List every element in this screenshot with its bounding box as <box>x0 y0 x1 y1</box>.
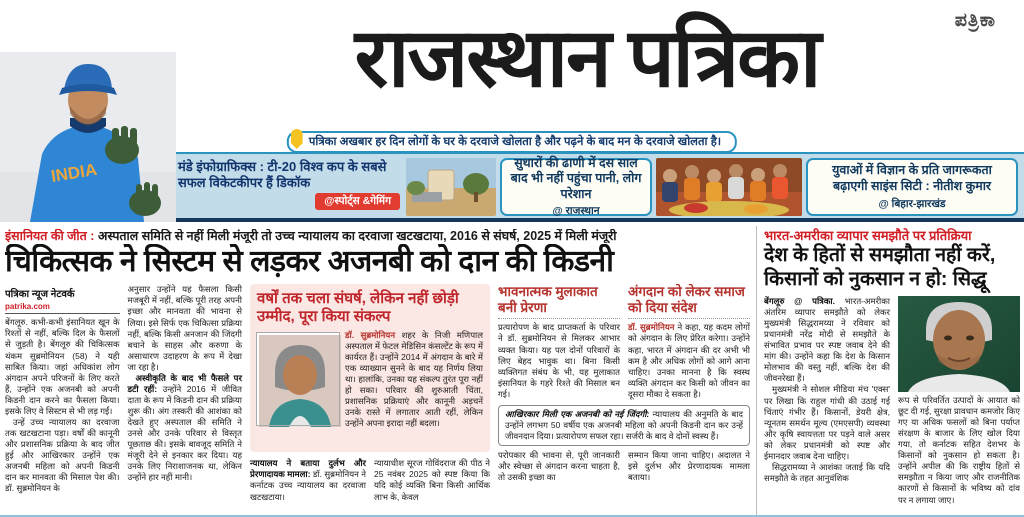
paragraph: सम्मान किया जाना चाहिए। अदालत ने इसे दुर्लभ और प्रेरणादायक मामला बताया। <box>628 449 750 482</box>
sub-story-heading: अंगदान को लेकर समाज को दिया संदेश <box>628 284 750 319</box>
paragraph: सिद्धरामय्या ने आशंका जताई कि यदि समझौते के तहत आनुवंशिक <box>764 461 890 483</box>
continuation-paragraphs <box>498 450 750 483</box>
highlight-box-text: शहर के निजी मणिपाल अस्पताल में फेटल मेडिसिन कंसल्टेंट के रूप में कार्यरत हैं। उन्होंने 2014 में अंगदान के बारे में एक व्याख्यान सुनने के बाद यह निर्णय लिया था। हालांकि, उनका यह संकल्प तुरंत पूरा नहीं हो सका। परिवार की शुरुआती चिंता, प्रशासनिक प्रक्रियाएं और कानूनी अड़चनें उनके रास्ते में लगातार आती रहीं, लेकिन उन्होंने अपना इरादा नहीं बदला। <box>345 329 483 429</box>
paragraph <box>628 322 750 399</box>
dateline: बेंगलूरु @ पत्रिका. <box>764 296 835 307</box>
sub-story-meeting <box>498 284 620 399</box>
svg-text:INDIA: INDIA <box>49 159 99 186</box>
side-article-columns <box>764 296 1020 517</box>
articles-zone <box>0 226 1024 517</box>
doctor-photo <box>257 333 339 425</box>
paragraph <box>128 373 243 483</box>
note-box <box>498 405 750 446</box>
paragraph: प्रत्यारोपण के बाद प्राप्तकर्ता के परिवार ने डॉ. सुब्रमोनियन से मिलकर आभार व्यक्त किया। यह पल दोनों परिवारों के लिए बेहद भावुक था। बिना किसी व्यक्तिगत संबंध के भी, यह मुलाकात इंसानियत के गहरे रिश्ते की मिसाल बन गई। <box>498 322 620 399</box>
teaser-bihar-tag: @ बिहार-झारखंड <box>878 197 946 210</box>
teaser-rajasthan[interactable] <box>500 155 652 218</box>
sub-story-message <box>628 284 750 399</box>
inline-subhead: न्यायालय ने बताया दुर्लभ और प्रेरणादायक मामला: <box>250 458 366 480</box>
highlight-box <box>250 284 490 452</box>
main-headline: चिकित्सक ने सिस्टम से लड़कर अजनबी को दान की किडनी <box>5 245 614 279</box>
byline: पत्रिका न्यूज नेटवर्क <box>5 289 75 301</box>
sub-story-heading: भावनात्मक मुलाकात बनी प्रेरणा <box>498 284 620 319</box>
main-article[interactable] <box>0 226 756 517</box>
note-lead: आखिरकार मिली एक अजनबी को नई जिंदगी: <box>505 408 650 419</box>
chief-minister-photo <box>898 296 1020 392</box>
column-2 <box>128 284 243 506</box>
note-text: न्यायालय की अनुमति के बाद उन्होंने लगभग 50 वर्षीय एक अजनबी महिला को अपनी किडनी दान कर उन्हें जीवनदान दिया। प्रत्यारोपण सफल रहा। सर्जरी के बाद वे दोनों स्वस्थ हैं। <box>505 408 743 441</box>
teaser-bihar-text: युवाओं में विज्ञान के प्रति जागरूकता बढ़ाएगी साइंस सिटी : नीतीश कुमार <box>832 163 992 193</box>
paragraph <box>250 458 366 502</box>
paragraph: रूप से परिवर्तित उत्पादों के आयात को छूट दी गई, सुरक्षा प्रावधान कमजोर किए गए या अधिक फसलों को बिना पर्याप्त संरक्षण के बाजार के लिए खोल दिया गया, तो कर्नाटक सहित देशभर के किसानों को नुकसान हो सकता है। उन्होंने अपील की कि राष्ट्रीय हितों से समझौता न किया जाए और राजनीतिक कारणों से किसानों के भविष्य को दांव पर न लगाया जाए। <box>898 395 1020 505</box>
paragraph-text: उन्होंने 2016 में जीवित दाता के रूप में किडनी दान की प्रक्रिया शुरू की। अंग तस्करी की आशंका को देखते हुए अस्पताल की समिति ने उनसे और उनके परिवार से विस्तृत पूछताछ की। इसके बावजूद समिति ने मंजूरी देने से इनकार कर दिया। यह उनके लिए निराशाजनक था, लेकिन उन्होंने हार नहीं मानी। <box>127 383 242 483</box>
side-column-1 <box>764 296 890 517</box>
paragraph: बेंगलूरु. कभी-कभी इंसानियत खून के रिश्तों से नहीं, बल्कि दिल के फैसलों से जुड़ती है। बेंगलूरु की चिकित्सक थंकम सुब्रमोनियन (58) ने यही साबित किया। जहां अधिकांश लोग अंगदान अपने परिजनों के लिए करते हैं, उन्होंने एक अजनबी को अपनी किडनी दान करने का फैसला किया। इसके लिए वे सिस्टम से भी लड़ गईं। <box>5 317 120 416</box>
teaser-rajasthan-tag: @ राजस्थान <box>552 205 600 218</box>
side-article[interactable] <box>756 226 1024 517</box>
kicker-label: इंसानियत की जीत : <box>5 229 95 243</box>
kicker-text: अस्पताल समिति से नहीं मिली मंजूरी तो उच्च न्यायालय का दरवाजा खटखटाया, 2016 से संघर्ष, 2025 में मिली मंजूरी <box>97 229 617 243</box>
paragraph-text: ने कहा, यह कदम लोगों को अंगदान के लिए प्रेरित करेगा। उन्होंने कहा, भारत में अंगदान की दर अभी भी कम है और अधिक लोगों को आगे आना चाहिए। उनका मानना है कि स्वस्थ व्यक्ति अंगदान कर किसी को जीवन का दूसरा मौका दे सकता है। <box>628 322 750 399</box>
columns-4-5 <box>498 284 750 506</box>
newspaper-title: राजस्थान पत्रिका <box>354 13 820 104</box>
crowd-photo <box>656 158 802 216</box>
teaser-bihar[interactable] <box>806 158 1018 216</box>
doctor-name: डॉ. सुब्रमोनियन <box>345 329 396 340</box>
side-column-2 <box>898 296 1020 517</box>
tagline-text: पत्रिका अखबार हर दिन लोगों के घर के दरवाजे खोलता है और पढ़ने के बाद मन के दरवाजे खोलता है। <box>308 136 722 148</box>
tagline-pill <box>287 131 737 153</box>
teaser-sports[interactable] <box>178 159 404 210</box>
teaser-sports-text: मंडे इंफोग्राफिक्स : टी-20 विश्व कप के सबसे सफल विकेटकीपर हैं डिकॉक <box>178 159 387 191</box>
paragraph: परोपकार की भावना से, पूरी जानकारी और स्वेच्छा से अंगदान करना चाहता है, तो उसकी इच्छा का <box>498 449 620 482</box>
paragraph <box>764 296 890 384</box>
village-photo <box>406 158 496 216</box>
pen-nib-icon <box>291 129 303 149</box>
paragraph: उन्हें उच्च न्यायालय का दरवाजा तक खटखटाना पड़ा। वर्षों की कानूनी और प्रशासनिक प्रक्रिया के बाद जीत हुई और आखिरकार उन्होंने एक अजनबी महिला को अपनी किडनी दान कर मानवता की मिसाल पेश की। डॉ. सुब्रमोनियन के <box>5 416 120 494</box>
side-headline: देश के हितों से समझौता नहीं करें, किसानों को नुकसान न हो: सिद्धू <box>764 244 996 290</box>
kannada-logo: ಪತ್ರಿಕಾ <box>954 10 996 31</box>
column-1 <box>5 284 120 506</box>
teaser-rajasthan-text: सुथारों की ढाणी में दस साल बाद भी नहीं पहुंचा पानी, लोग परेशान <box>510 155 642 201</box>
paragraph: न्यायाधीश सूरज गोविंदराज की पीठ ने 25 नवंबर 2025 को स्पष्ट किया कि यदि कोई व्यक्ति बिना किसी आर्थिक लाभ के, केवल <box>374 458 490 502</box>
court-paragraphs <box>250 458 490 502</box>
column-3 <box>250 284 490 506</box>
site-link[interactable]: patrika.com <box>5 302 120 314</box>
paragraph: अनुसार उन्होंने यह फैसला किसी मजबूरी में नहीं, बल्कि पूरी तरह अपनी इच्छा और मानवता की भावना से लिया। इसे सिर्फ एक चिकित्सा प्रक्रिया नहीं, बल्कि किसी अनजान की जिंदगी बचाने के साहस और करुणा के असाधारण उदाहरण के रूप में देखा जा रहा है। <box>127 284 242 372</box>
sub-stories <box>498 284 750 399</box>
side-kicker: भारत-अमरीका व्यापार समझौते पर प्रतिक्रिया <box>764 228 972 243</box>
paragraph-text: डॉ. सुब्रमोनियन ने कर्नाटक उच्च न्यायालय का दरवाजा खटखटाया। <box>250 469 366 502</box>
main-kicker <box>5 229 750 243</box>
paragraph: मुख्यमंत्री ने सोशल मीडिया मंच 'एक्स' पर लिखा कि राहुल गांधी की उठाई गई चिंताएं गंभीर हैं। किसानों, डेयरी क्षेत्र, न्यूनतम समर्थन मूल्य (एमएसपी) व्यवस्था और कृषि स्वायत्तता पर पड़ने वाले असर को लेकर प्रधानमंत्री को स्पष्ट और ईमानदार जवाब देना चाहिए। <box>764 384 890 461</box>
main-article-columns <box>5 284 750 506</box>
doctor-name: डॉ. सुब्रमोनियन <box>628 322 675 333</box>
highlight-box-heading: वर्षों तक चला संघर्ष, लेकिन नहीं छोड़ी उम्मीद, पूरा किया संकल्प <box>257 290 459 326</box>
paragraph-text: भारत-अमरीका अंतरिम व्यापार समझौते को लेकर मुख्यमंत्री सिद्धरामय्या ने रविवार को प्रधानमंत्री नरेंद्र मोदी से समझौते के संभावित प्रभाव पर स्पष्ट जवाब देने की मांग की। उन्होंने कहा कि देश के किसान मोलभाव की वस्तु नहीं, बल्कि देश की जीवनरेखा हैं। <box>764 296 890 384</box>
inline-subhead: अस्वीकृति के बाद भी फैसले पर डटी रहीं: <box>127 372 242 394</box>
teaser-sports-tag: @स्पोर्ट्स &गेमिंग <box>315 193 400 210</box>
cricketer-photo <box>0 52 176 222</box>
